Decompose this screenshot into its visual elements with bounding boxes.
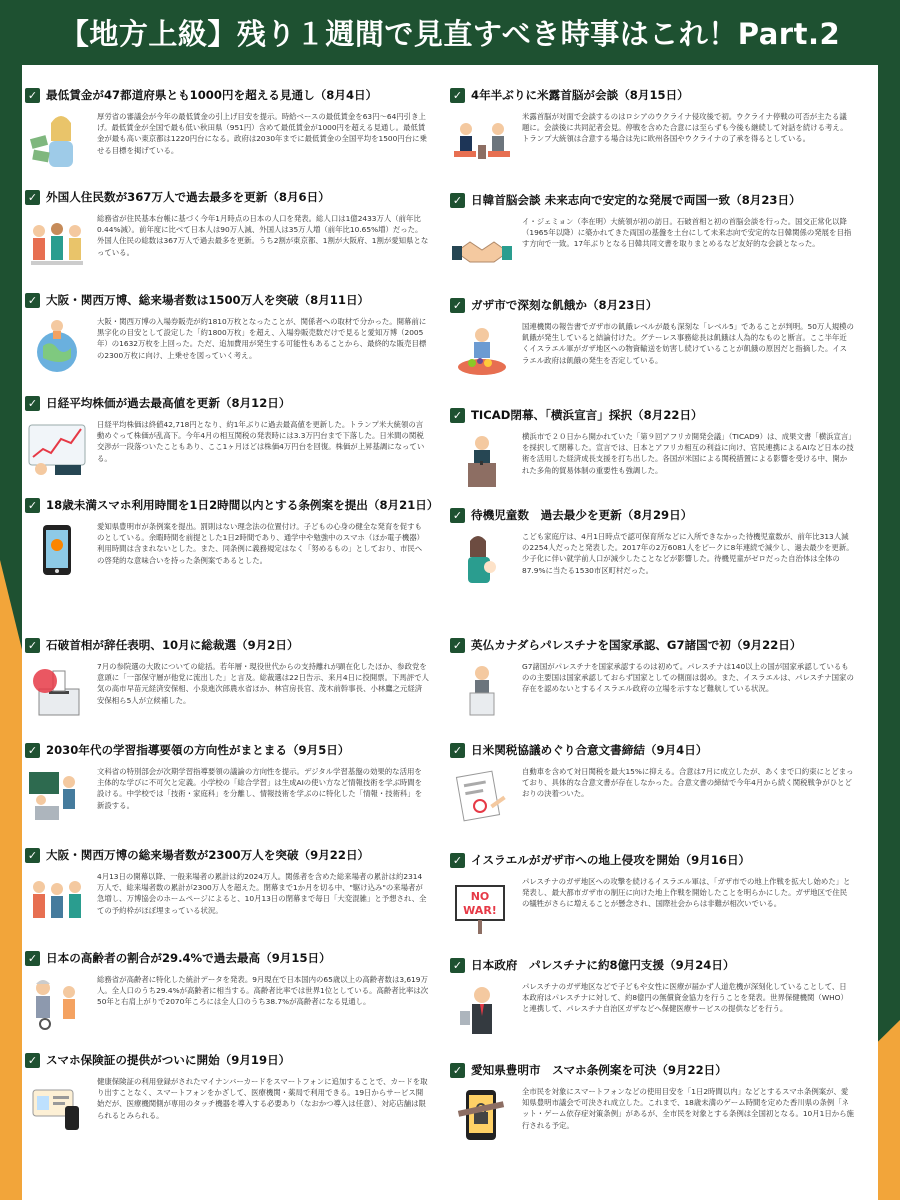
news-heading-row — [450, 295, 862, 315]
checkmark-icon: ✓ — [25, 498, 40, 513]
news-heading: 待機児童数 過去最少を更新（8月29日） — [471, 508, 693, 522]
podium-icon — [450, 661, 514, 721]
news-body-text: こども家庭庁は、4月1日時点で認可保育所などに入所できなかった待機児童数が、前年比313人減の2254人だったと発表した。2017年の2万6081人をピークに8年連続で減少し、過去最少を更新。少子化に伴い就学前人口が減少したことなどが影響した。待機児童がゼロだった自治体は全体の87.9%に当たる1530市区町村だった。 — [522, 532, 854, 575]
svg-text:WAR!: WAR! — [463, 904, 497, 917]
checkmark-icon: ✓ — [450, 638, 465, 653]
checkmark-icon: ✓ — [450, 853, 465, 868]
right-news-item — [450, 295, 862, 381]
news-heading: 日本政府 パレスチナに約8億円支援（9月24日） — [471, 958, 735, 972]
money-woman-icon — [25, 111, 89, 171]
news-heading: 日米関税協議めぐり合意文書締結（9月4日） — [471, 743, 708, 757]
teacher-icon — [25, 766, 89, 826]
left-news-item — [25, 845, 437, 931]
news-heading-row — [450, 1060, 862, 1080]
right-news-item — [450, 505, 862, 591]
speaker-podium-icon — [450, 431, 514, 491]
mother-baby-icon — [450, 531, 514, 591]
news-heading-row — [25, 1050, 437, 1070]
news-heading: 日韓首脳会談 未来志向で安定的な発展で両国一致（8月23日） — [471, 193, 801, 207]
news-heading-row — [25, 85, 437, 105]
news-heading: スマホ保険証の提供がついに開始（9月19日） — [46, 1053, 291, 1067]
news-heading: TICAD閉幕、「横浜宣言」採択（8月22日） — [471, 408, 703, 422]
news-heading: ガザ市で深刻な飢餓か（8月23日） — [471, 298, 658, 312]
news-heading: 2030年代の学習指導要領の方向性がまとまる（9月5日） — [46, 743, 350, 757]
svg-text:NO: NO — [470, 890, 490, 903]
checkmark-icon: ✓ — [25, 396, 40, 411]
checkmark-icon: ✓ — [25, 293, 40, 308]
left-news-item — [25, 740, 437, 826]
right-news-item — [450, 740, 862, 826]
news-body-text: 7月の参院選の大敗についての総括。若年層・現役世代からの支持離れが顕在化したほか、参政党を意頭に「一部保守層が他党に流出した」と言及。総裁選は22日告示、来月4日に投開票。下馬評で人気の高市早苗元経済安保相、小泉進次郎農水省ほか、林官房長官、茂木前幹事長、小林鷹之元経済安保相ら5人が立候補した。 — [97, 662, 429, 705]
news-heading: 外国人住民数が367万人で過去最多を更新（8月6日） — [46, 190, 330, 204]
handshake-icon — [450, 216, 514, 276]
news-heading: 4年半ぶりに米露首脳が会談（8月15日） — [471, 88, 689, 102]
news-body-text: パレスチナのガザ地区への攻撃を続けるイスラエル軍は、「ガザ市での地上作戦を拡大し始めた」と発表し、最大都市ガザ市の制圧に向けた地上作戦を開始したことを明らかにした。ガザ地区で住民の犠牲がさらに増えることが懸念され、国際社会からは非難が相次いでいる。 — [522, 877, 851, 909]
ballot-box-icon — [25, 661, 89, 721]
right-news-item — [450, 955, 862, 1041]
news-body-text: 総務省が高齢者に特化した統計データを発表。9月現在で日本国内の65歳以上の高齢者数は3,619万人。全人口のうち29.4%が高齢者に相当する。高齢者比率では世界1位としている。高齢者比率は次50年と右肩上がりで2070年ころには全人口のうち38.7%が高齢者になる見通し。 — [97, 975, 429, 1007]
phone-lock-icon — [450, 1086, 514, 1146]
news-body-text: 総務省が住民基本台帳に基づく今年1月時点の日本の人口を発表。総人口は1億2433万人（前年比0.44%減）。前年度に比べて日本人は90万人減、外国人は35万人増（前年比10.65%増）だった。外国人住民の総数は367万人で過去最多を更新。うち2割が東京都、1割が大阪府、1割が愛知県となっている。 — [97, 214, 429, 257]
food-aid-icon — [450, 321, 514, 381]
news-body-text: 米露首脳が対面で会談するのはロシアのウクライナ侵攻後で初。ウクライナ停戦の可否が主たる議題に。会談後に共同記者会見。停戦を含めた合意には至らずも今後も継続して対話を続ける考え。トランプ大統領は合意する場合は先に欧州各国やウクライナの了承を得るとしている。 — [522, 112, 848, 144]
no-war-sign-icon — [450, 876, 514, 936]
left-news-item — [25, 1050, 437, 1136]
left-news-item — [25, 948, 437, 1034]
visitors-icon — [25, 871, 89, 931]
news-heading-row — [450, 190, 862, 210]
news-heading: 最低賃金が47都道府県とも1000円を超える見通し（8月4日） — [46, 88, 378, 102]
news-body-text: G7諸国がパレスチナを国家承認するのは初めて。パレスチナは140以上の国が国家承認しているものの主要国は国家承認しておらず国家としての側面は弱め。また、イスラエルは、パレスチナ国家の存在を認めないとするイスラエル政府の立場を示すなど難航している状況。 — [522, 662, 854, 694]
news-body-text: 愛知県豊明市が条例案を提出。罰則はない理念法の位置付け。子どもの心身の健全な発育を促すものとしている。余暇時間を前提とした1日2時間であり、通学中や勉強中のスマホ（ほか電子機器）利用時間は含まれないとした。また、同条例に義務規定はなく「努めるもの」としており、市民への啓発的な意味合いを持った条例案であるとした。 — [97, 522, 425, 565]
news-heading-row — [25, 845, 437, 865]
right-news-item — [450, 1060, 862, 1146]
signing-document-icon — [450, 766, 514, 826]
checkmark-icon: ✓ — [450, 193, 465, 208]
left-news-item — [25, 635, 437, 721]
checkmark-icon: ✓ — [450, 1063, 465, 1078]
news-heading-row — [25, 393, 437, 413]
news-heading-row — [450, 740, 862, 760]
globe-person-icon — [25, 316, 89, 376]
news-body-text: 厚労省の審議会が今年の最低賃金の引上げ目安を提示。時給ベースの最低賃金を63円〜64円引き上げ。最低賃金が全国で最も低い秋田県（951円）含めて最低賃金が1000円を超える見通し。最低賃金が最も高い東京都は1220円台になる。政府は2030年までに最低賃金の全国平均を1500円台に乗せる目標を掲げている。 — [97, 112, 427, 155]
news-heading-row — [25, 495, 437, 515]
news-heading-row — [25, 948, 437, 968]
checkmark-icon: ✓ — [450, 408, 465, 423]
news-heading-row — [450, 955, 862, 975]
news-heading-row — [25, 740, 437, 760]
news-body-text: 大阪・関西万博の入場券販売が約1810万枚となったことが、関係者への取材で分かった。開幕前に黒字化の目安として設定した「約1800万枚」を超え、入場券販売数だけで見ると愛知万博（2005年）の1632万枚を上回った。ただ、追加費用が発生する可能性もあることから、最終的な販売目標の2300万枚に向け、上乗せを図っていく考え。 — [97, 317, 427, 360]
checkmark-icon: ✓ — [25, 88, 40, 103]
news-heading-row — [450, 850, 862, 870]
news-heading-row — [25, 187, 437, 207]
smartphone-icon — [25, 521, 89, 581]
news-heading: イスラエルがガザ市への地上侵攻を開始（9月16日） — [471, 853, 751, 867]
news-body-text: 自動車を含めて対日関税を最大15%に抑える。合意は7月に成立したが、あくまで口約束にとどまっており、具体的な合意文書が存在しなかった。合意文書の締結で今年4月から続く関税戦争がひとどおりの決着ついた。 — [522, 767, 854, 799]
news-heading-row — [450, 505, 862, 525]
news-heading-row — [450, 85, 862, 105]
orange-accent-right — [878, 1020, 900, 1200]
news-heading: 18歳未満スマホ利用時間を1日2時間以内とする条例案を提出（8月21日） — [46, 498, 439, 512]
right-news-item — [450, 850, 862, 936]
left-news-item — [25, 495, 437, 581]
news-body-text: 全市民を対象にスマートフォンなどの使用目安を「1日2時間以内」などとするスマホ条例案が、愛知県豊明市議会で可決され成立した。これまで、18歳未満のゲーム時間を定めた香川県の条例「ネット・ゲーム依存症対策条例」があるが、全市民を対象とする条例は全国初となる。10月1日から施行される予定。 — [522, 1087, 854, 1130]
news-heading-row — [25, 635, 437, 655]
checkmark-icon: ✓ — [25, 1053, 40, 1068]
checkmark-icon: ✓ — [25, 951, 40, 966]
right-news-item — [450, 85, 862, 171]
news-heading: 石破首相が辞任表明、10月に総裁選（9月2日） — [46, 638, 299, 652]
checkmark-icon: ✓ — [450, 958, 465, 973]
elderly-icon — [25, 974, 89, 1034]
news-body-text: イ・ジェミョン（李在明）大統領が初の訪日。石破首相と初の首脳会談を行った。国交正常化以降（1965年以降）に築かれてきた両国の基盤を土台にして未来志向で安定的な日韓関係の発展を目指す方向で一致。17年ぶりとなる日韓共同文書を取りまとめるなど友好的な会談となった。 — [522, 217, 852, 249]
news-heading: 大阪・関西万博の総来場者数が2300万人を突破（9月22日） — [46, 848, 370, 862]
checkmark-icon: ✓ — [450, 743, 465, 758]
news-heading: 大阪・関西万博、総来場者数は1500万人を突破（8月11日） — [46, 293, 370, 307]
news-heading: 日経平均株価が過去最高値を更新（8月12日） — [46, 396, 291, 410]
news-heading-row — [450, 405, 862, 425]
page-title: 【地方上級】残り１週間で見直すべき時事はこれ！Part.2 — [59, 17, 841, 51]
checkmark-icon: ✓ — [25, 743, 40, 758]
news-heading: 日本の高齢者の割合が29.4%で過去最高（9月15日） — [46, 951, 331, 965]
left-news-item — [25, 187, 437, 273]
news-body-text: 4月13日の開幕以降、一般来場者の累計は約2024万人。関係者を含めた総来場者の累計は約2314万人で、総来場者数の累計が2300万人を超えた。閉幕まで1か月を切る中、"駆け込み"の来場者が急増し、万博協会のホームページによると、10月13日の閉幕まで毎日「大変混雑」と予想され、全ての予約枠がほぼ埋まっている状況。 — [97, 872, 427, 915]
news-body-text: 文科省の特別部会が次期学習指導要領の議論の方向性を提示。デジタル学習基盤の効果的な活用を主体的な学びに不可欠と定義。小学校の「総合学習」は生成AIの使い方など情報技術を学ぶ時間を設ける。中学校では「技術・家庭科」を分離し、情報技術を学ぶのに特化した「情報・技術科」を新設する。 — [97, 767, 423, 810]
summit-meeting-icon — [450, 111, 514, 171]
news-heading: 英仏カナダらパレスチナを国家承認、G7諸国で初（9月22日） — [471, 638, 802, 652]
businessman-icon — [450, 981, 514, 1041]
left-news-item — [25, 393, 437, 479]
news-body-text: 健康保険証の利用登録がされたマイナンバーカードをスマートフォンに追加することで、カードを取り出すことなく、スマートフォンをかざして、医療機関・薬局で利用できる。19日からサービス開始だが、医療機関側が専用のタッチ機器を導入する必要あり（なおかつ導入は任意）、対応店舗は限られるとみられる。 — [97, 1077, 428, 1120]
news-heading-row — [25, 290, 437, 310]
checkmark-icon: ✓ — [25, 848, 40, 863]
news-body-text: パレスチナのガザ地区などで子どもや女性に医療が届かず人道危機が深刻化していることして、日本政府はパレスチナに対して、約8億円の無償資金協力を行うことを発表。世界保健機関（WHO）と連携して、パレスチナ自治区ガザなどへ保健医療サービスの提供などを行う。 — [522, 982, 848, 1014]
left-news-item — [25, 85, 437, 171]
checkmark-icon: ✓ — [450, 298, 465, 313]
right-news-item — [450, 190, 862, 276]
orange-accent-left — [0, 560, 22, 1200]
people-group-icon — [25, 213, 89, 273]
checkmark-icon: ✓ — [25, 638, 40, 653]
news-heading: 愛知県豊明市 スマホ条例案を可決（9月22日） — [471, 1063, 727, 1077]
news-heading-row — [450, 635, 862, 655]
checkmark-icon: ✓ — [450, 88, 465, 103]
checkmark-icon: ✓ — [450, 508, 465, 523]
stock-chart-icon — [25, 419, 89, 479]
checkmark-icon: ✓ — [25, 190, 40, 205]
right-news-item — [450, 635, 862, 721]
right-news-item — [450, 405, 862, 491]
news-body-text: 日経平均株価は終値42,718円となり、約1年ぶりに過去最高値を更新した。トランプ米大統領の言動めぐって株価が乱高下。今年4月の相互関税の発表時には3.3万円台まで下落した。日米間の関税交渉が一段落ついたこともあり、ここ1ヶ月ほどは株価4万円台を回復。株価が上昇基調になっている。 — [97, 420, 425, 463]
news-body-text: 横浜市で２０日から開かれていた「第９回アフリカ開発会議」（TICAD9）は、成果文書「横浜宣言」を採択して閉幕した。宣言では、日本とアフリカ相互の利益に向け、官民連携によるAIなど日本の技術を活用した経済成長支援を打ち出した。各国が米国による関税措置による影響を受ける中、開かれた多角的貿易体制の重要性も強調した。 — [522, 432, 854, 475]
news-body-text: 国連機関の報告書でガザ市の飢餓レベルが最も深刻な「レベル5」であることが判明。50万人規模の飢餓が発生していると結論付けた。グテーレス事務総長は飢餓は人為的なものと断言。ここ半年近くイスラエル軍がガザ地区への物資輸送を妨害し続けていることが飢餓の原因だと指摘した。イスラエル政府は飢餓の発生を否定している。 — [522, 322, 854, 365]
health-card-icon — [25, 1076, 89, 1136]
left-news-item — [25, 290, 437, 376]
